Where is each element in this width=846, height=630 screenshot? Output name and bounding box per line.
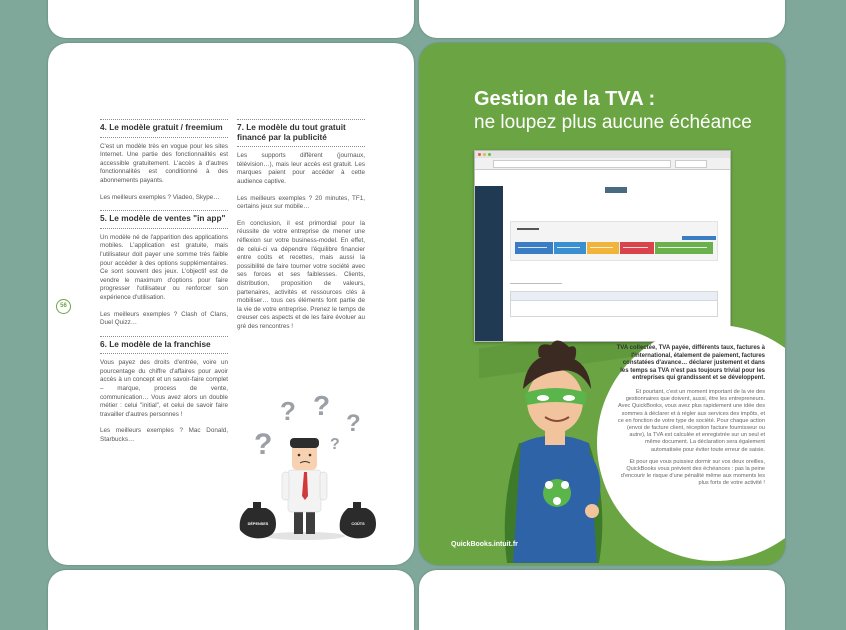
paragraph: Et pourtant, c'est un moment important de la vie des gestionnaires que doivent, aussi, être les entrepreneurs. Avec QuickBooks, vous avez plus rapidement une idée des sommes à déclarer et à régler aux services des impôts, et ce en fonction de votre type de société. Pour chaque action (envoi de facture client, réception facture fournisseur ou autre), la TVA est calculée et enregistrée sur un seul et même document. La déclaration sera également automatisée pour éviter toute erreur de saisie.: [617, 388, 765, 453]
card-button: [682, 236, 716, 240]
question-mark-icon: ?: [330, 436, 340, 453]
paragraph: Vous payez des droits d'entrée, voire un pourcentage du chiffre d'affaires pour avoir accès à un concept et un savoir-faire complet – marque, process de vente, communication… Vous avez alors un double métier : celui "initial", et celui de savoir faire travailler d'autres personnes !: [100, 359, 228, 418]
close-dot-icon: [478, 153, 481, 156]
adjacent-page-top-right: [419, 0, 785, 38]
paragraph: Les meilleurs exemples ? Mac Donald, Starbucks…: [100, 427, 228, 444]
question-mark-icon: ?: [280, 396, 296, 426]
dashboard-segment: [655, 242, 713, 254]
dashboard-table: [510, 291, 718, 317]
section-heading: 5. Le modèle de ventes "in app": [100, 210, 228, 229]
paragraph: C'est un modèle très en vogue pour les sites Internet. Une partie des fonctionnalités est accessible gratuitement. L'accès à d'autres fonctionnalités est conditionné à des abonnements payants.: [100, 142, 228, 184]
paragraph: Les meilleurs exemples ? Clash of Clans, Duel Quizz…: [100, 310, 228, 327]
column-2: [237, 119, 365, 339]
dashboard-segment: [515, 242, 553, 254]
body-text: [615, 345, 765, 493]
superhero-illustration: [479, 333, 629, 563]
browser-titlebar: [475, 151, 730, 158]
title-line-2: ne loupez plus aucune échéance: [474, 112, 752, 133]
bag-label-expenses: DÉPENSES: [247, 522, 269, 526]
paragraph: Et pour que vous puissiez dormir sur vos deux oreilles, QuickBooks vous prévient des échéances : pas la peine d'encourir le risque d'une pénalité même aux moments les plus forts de votre activité !: [620, 458, 765, 487]
maximize-dot-icon: [488, 153, 491, 156]
page-title: [474, 87, 752, 134]
paragraph: Les meilleurs exemples ? Viadeo, Skype…: [100, 193, 220, 201]
address-bar: [493, 160, 671, 168]
right-page: [419, 43, 785, 565]
adjacent-page-bottom-left: [48, 570, 414, 630]
left-page: [48, 43, 414, 565]
dashboard-card: [510, 221, 718, 261]
column-1: [100, 119, 228, 453]
question-mark-icon: ?: [254, 428, 273, 461]
paragraph: Les supports diffèrent (journaux, télévision…), mais leur accès est gratuit. Les marques paient pour accéder à cette audience captive.: [237, 152, 365, 185]
dashboard-segment: [587, 242, 619, 254]
conclusion-paragraph: En conclusion, il est primordial pour la réussite de votre entreprise de mener une réflexion sur votre business-model. En effet, de celui-ci va dépendre l'équilibre financier entre coûts et recettes, mais aussi la possibilité de faire tourner votre société avec ses forces et ses faiblesses. Clients, distribution, proposition de valeurs, partenaires, activités et ressources clés à mobiliser… tous ces éléments font partie de la vie de votre entreprise. Prenez le temps de creuser ces aspects et de les faire évoluer au gré des rencontres !: [237, 219, 365, 330]
businessman-illustration: [218, 390, 388, 548]
table-caption-line: [510, 283, 562, 284]
minimize-dot-icon: [483, 153, 486, 156]
dashboard-segment: [620, 242, 654, 254]
section-heading: 6. Le modèle de la franchise: [100, 336, 228, 355]
adjacent-page-top-left: [48, 0, 414, 38]
dashboard-segment: [554, 242, 586, 254]
browser-search-box: [675, 160, 707, 168]
adjacent-page-bottom-right: [419, 570, 785, 630]
browser-toolbar: [475, 158, 730, 170]
page-number: 56: [56, 299, 71, 314]
section-heading: 7. Le modèle du tout gratuit financé par la publicité: [237, 119, 365, 147]
title-line-1: Gestion de la TVA :: [474, 88, 656, 110]
paragraph: Un modèle né de l'apparition des applications mobiles. L'application est gratuite, mais l'utilisateur doit payer une somme très faible pour accéder à des options supplémentaires. Ce sont souvent des jeux. L'objectif est de vendre le maximum d'options pour faire progresser l'utilisateur ou renforcer son expérience d'utilisation.: [100, 233, 228, 301]
bag-label-costs: COÛTS: [351, 522, 365, 526]
table-header: [511, 292, 717, 301]
footer-brand: QuickBooks.intuit.fr: [451, 541, 518, 548]
card-title-bar: [517, 228, 539, 230]
app-sidebar: [475, 186, 503, 341]
app-tab: [605, 187, 627, 193]
browser-mockup: [474, 150, 731, 342]
paragraph: Les meilleurs exemples ? 20 minutes, TF1, certains jeux sur mobile…: [237, 194, 365, 211]
question-mark-icon: ?: [313, 390, 331, 421]
lead-paragraph: TVA collectée, TVA payée, différents taux, factures à l'international, étalement de paiement, factures constatées d'avance… déclarer justement et dans les temps sa TVA n'est pas toujours trivial pour les entreprises qui grandissent et se développent.: [616, 345, 765, 382]
question-mark-icon: ?: [346, 410, 361, 437]
section-heading: 4. Le modèle gratuit / freemium: [100, 119, 228, 138]
